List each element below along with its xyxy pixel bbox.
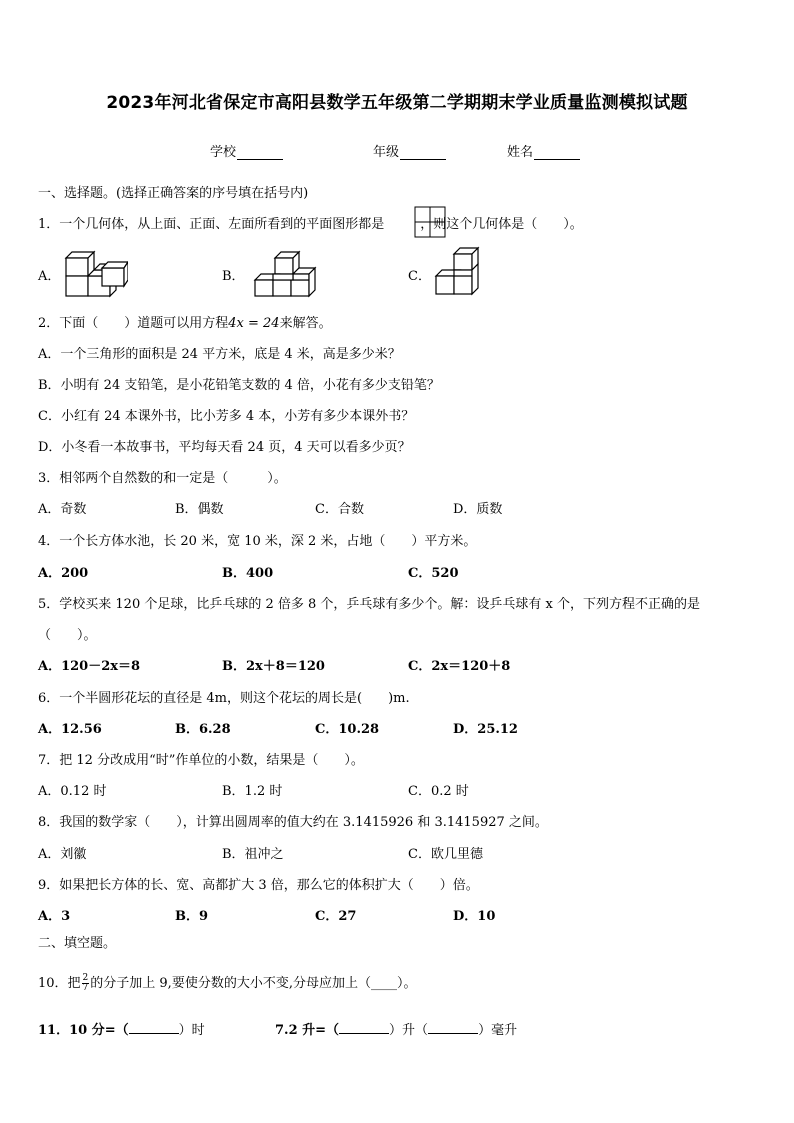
q7-option-a[interactable]: A．0.12 时 [38,784,107,799]
q11b-text-mid: ）升（ [389,1023,429,1038]
q2-option-a[interactable]: A．一个三角形的面积是 24 平方米，底是 4 米，高是多少米？ [38,347,401,362]
q2-equation: 4x = 24 [228,316,280,331]
three-view-square-icon [414,206,446,238]
q11b-blank-1[interactable] [339,1033,389,1034]
q6-option-d[interactable]: D．25.12 [453,722,518,737]
option-c-cubes-icon [434,246,484,298]
q7-option-b[interactable]: B．1.2 时 [222,784,283,799]
q3-option-b[interactable]: B．偶数 [175,502,224,517]
q3-option-a[interactable]: A．奇数 [38,502,87,517]
q11a-text-end: ）时 [178,1023,205,1038]
q2-text: 2．下面（ ）道题可以用方程 [38,316,229,331]
question-3: 3．相邻两个自然数的和一定是（ ）。 [38,471,287,486]
q2-option-d[interactable]: D．小冬看一本故事书，平均每天看 24 页，4 天可以看多少页？ [38,440,411,455]
q9-option-d[interactable]: D．10 [453,909,496,924]
q11a-blank[interactable] [129,1033,179,1034]
name-field[interactable] [507,141,580,160]
school-label: 学校 [210,145,237,160]
q1-option-b[interactable]: B． [222,269,245,284]
q1-text: 1．一个几何体，从上面、正面、左面所看到的平面图形都是 [38,217,385,232]
q10-fraction [82,974,90,993]
q4-option-a[interactable]: A．200 [38,566,89,581]
q4-option-b[interactable]: B．400 [222,566,274,581]
option-b-cubes-icon [253,250,319,298]
q1-option-c[interactable]: C． [408,269,431,284]
q1-text-end: ，则这个几何体是（ ）。 [420,217,583,232]
q3-option-d[interactable]: D．质数 [453,502,503,517]
q11b-text-end: ）毫升 [478,1023,518,1038]
question-10 [38,972,416,993]
question-1 [38,213,583,232]
q10-text-end: 的分子加上 9,要使分数的大小不变,分母应加上（____）。 [90,976,417,991]
q5-option-c[interactable]: C．2x＝120＋8 [408,659,511,674]
q10-text: 10．把 [38,976,81,991]
school-field[interactable] [210,141,283,160]
page-title: 2023年河北省保定市高阳县数学五年级第二学期期末学业质量监测模拟试题 [106,93,688,113]
q10-fraction-denominator: 7 [82,983,89,993]
q8-option-b[interactable]: B．祖冲之 [222,847,284,862]
section-fill-heading: 二、填空题。 [38,936,117,951]
question-11a [38,1019,205,1038]
q11a-text: 11．10 分=（ [38,1023,129,1038]
q11b-text: 7.2 升=（ [275,1023,340,1038]
q3-option-c[interactable]: C．合数 [315,502,364,517]
q6-option-b[interactable]: B．6.28 [175,722,231,737]
q6-option-a[interactable]: A．12.56 [38,722,102,737]
grade-blank[interactable] [400,146,446,160]
q9-option-c[interactable]: C．27 [315,909,357,924]
section-choice-heading: 一、选择题。(选择正确答案的序号填在括号内) [38,186,309,201]
q11b-blank-2[interactable] [428,1033,478,1034]
option-a-cubes-icon [64,248,128,298]
q2-option-b[interactable]: B．小明有 24 支铅笔，是小花铅笔支数的 4 倍，小花有多少支铅笔？ [38,378,440,393]
grade-label: 年级 [373,145,400,160]
question-2 [38,312,332,331]
q10-fraction-numerator: 2 [82,973,89,983]
q9-option-b[interactable]: B．9 [175,909,209,924]
question-7: 7．把 12 分改成用“时”作单位的小数，结果是（ ）。 [38,753,364,768]
q5-option-a[interactable]: A．120－2x＝8 [38,659,141,674]
school-blank[interactable] [237,146,283,160]
question-5: 5．学校买来 120 个足球，比乒乓球的 2 倍多 8 个，乒乓球有多少个。解：设乒乓球有 x 个，下列方程不正确的是 [38,597,701,612]
question-8: 8．我国的数学家（ ），计算出圆周率的值大约在 3.1415926 和 3.1415927 之间。 [38,815,548,830]
question-6: 6．一个半圆形花坛的直径是 4m，则这个花坛的周长是( )m. [38,691,410,706]
q6-option-c[interactable]: C．10.28 [315,722,380,737]
q8-option-a[interactable]: A．刘徽 [38,847,87,862]
q2-text-end: 来解答。 [279,316,332,331]
q9-option-a[interactable]: A．3 [38,909,71,924]
question-5-cont: （ ）。 [38,628,97,643]
q2-option-c[interactable]: C．小红有 24 本课外书，比小芳多 4 本，小芳有多少本课外书？ [38,409,415,424]
q8-option-c[interactable]: C．欧几里德 [408,847,483,862]
grade-field[interactable] [373,141,446,160]
name-label: 姓名 [507,145,534,160]
q4-option-c[interactable]: C．520 [408,566,459,581]
question-9: 9．如果把长方体的长、宽、高都扩大 3 倍，那么它的体积扩大（ ）倍。 [38,878,479,893]
q7-option-c[interactable]: C．0.2 时 [408,784,469,799]
question-11b [275,1019,517,1038]
q1-option-a[interactable]: A． [38,269,61,284]
name-blank[interactable] [534,146,580,160]
question-4: 4．一个长方体水池，长 20 米，宽 10 米，深 2 米，占地（ ）平方米。 [38,534,477,549]
q5-option-b[interactable]: B．2x＋8＝120 [222,659,325,674]
